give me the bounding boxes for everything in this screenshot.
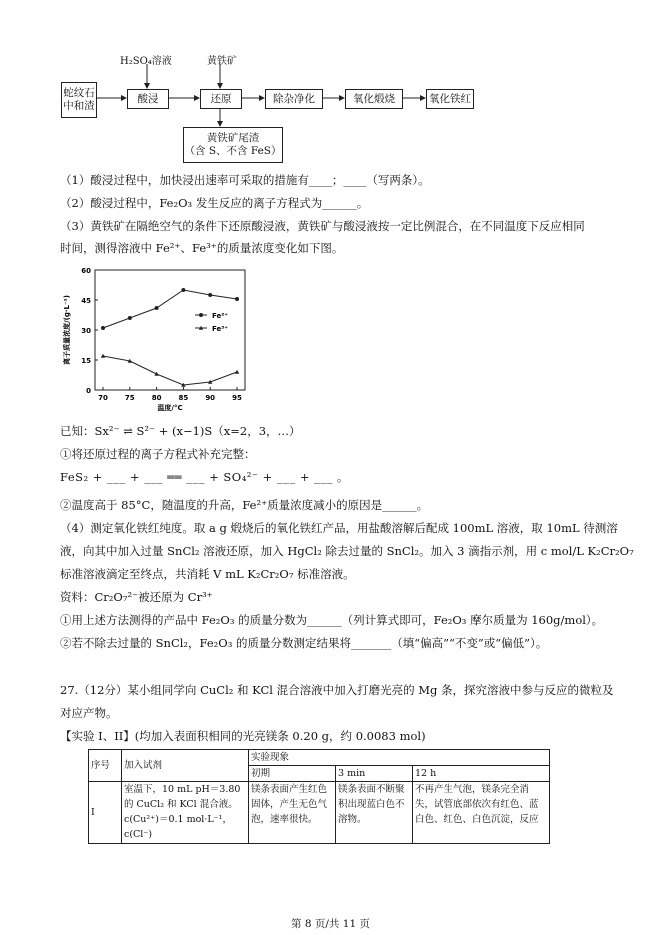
- table-row-3min: 镁条表面不断聚积出现蓝白色不溶物。: [336, 782, 413, 844]
- question-3-line1: （3）黄铁矿在隔绝空气的条件下还原酸浸液，黄铁矿与酸浸液按一定比例混合，在不同温度下反应相同: [60, 219, 585, 233]
- flow-step-calcine: 氧化煅烧: [345, 89, 403, 109]
- experiment-header: 【实验 I、II】(均加入表面积相同的光亮镁条 0.20 g，约 0.0083 mol): [60, 729, 426, 743]
- table-row-early: 镁条表面产生红色固体，产生无色气泡，速率很快。: [249, 782, 336, 844]
- data-point: [235, 297, 239, 301]
- legend-label: Fe²⁺: [212, 312, 229, 320]
- resource-note: 资料：Cr₂O₇²⁻被还原为 Cr³⁺: [60, 590, 213, 604]
- x-axis-label: 温度/°C: [157, 404, 183, 412]
- x-tick-label: 90: [205, 394, 216, 402]
- y-tick-label: 0: [86, 387, 91, 395]
- experiment-table: [88, 749, 550, 844]
- legend-marker: [199, 313, 203, 317]
- flow-input-acid: H₂SO₄溶液: [120, 56, 172, 67]
- flow-diagram: [0, 0, 661, 170]
- question-4-line1: （4）测定氧化铁红纯度。取 a g 煅烧后的氧化铁红产品，用盐酸溶解后配成 100mL 溶液，取 10mL 待测溶: [60, 521, 618, 535]
- y-axis-label: 离子质量浓度/(g·L⁻¹): [63, 295, 71, 365]
- question-1: （1）酸浸过程中，加快浸出速率可采取的措施有____；____（写两条）。: [60, 173, 430, 187]
- data-point: [181, 288, 185, 292]
- table-row-reagent: 室温下，10 mL pH＝3.80 的 CuCl₂ 和 KCl 混合液。c(Cu²⁺)＝0.1 mol·L⁻¹，c(Cl⁻): [122, 782, 249, 844]
- question-27-line2: 对应产物。: [60, 706, 118, 720]
- question-3-line2: 时间，测得溶液中 Fe²⁺、Fe³⁺的质量浓度变化如下图。: [60, 241, 344, 255]
- th-early: 初期: [249, 766, 336, 782]
- flow-step-reduce: 还原: [200, 89, 242, 109]
- flow-step-acid-leach: 酸浸: [127, 89, 169, 109]
- y-tick-label: 60: [81, 267, 91, 275]
- question-3-sub2: ②温度高于 85°C，随温度的升高，Fe²⁺质量浓度减小的原因是______。: [60, 498, 429, 512]
- y-tick-label: 15: [81, 357, 91, 365]
- data-point: [128, 316, 132, 320]
- x-tick-label: 95: [232, 394, 242, 402]
- table-row-12h: 不再产生气泡，镁条完全消失，试管底部依次有红色、蓝白色、红色、白色沉淀，反应: [413, 782, 550, 844]
- flow-start: 蛇纹石 中和渣: [61, 82, 97, 118]
- known-condition: 已知：Sx²⁻ ⇌ S²⁻ + (x−1)S（x=2，3，…）: [60, 424, 301, 438]
- y-tick-label: 30: [81, 327, 91, 335]
- y-tick-label: 45: [81, 297, 91, 305]
- table-row-no: I: [89, 782, 122, 844]
- data-point: [155, 306, 159, 310]
- page-footer: 第 8 页/共 11 页: [291, 918, 370, 930]
- th-reagent: 加入试剂: [122, 750, 249, 782]
- question-4-line3: 标准溶液滴定至终点，共消耗 V mL K₂Cr₂O₇ 标准溶液。: [60, 567, 355, 581]
- ionic-equation: FeS₂ + ___ + ___ ══ ___ + SO₄²⁻ + ___ + ___ 。: [60, 470, 350, 484]
- question-4-line2: 液，向其中加入过量 SnCl₂ 溶液还原，加入 HgCl₂ 除去过量的 SnCl₂。加入 3 滴指示剂，用 c mol/L K₂Cr₂O₇: [60, 544, 634, 558]
- legend-label: Fe³⁺: [212, 325, 229, 333]
- th-no: 序号: [89, 750, 122, 782]
- question-4-sub2: ②若不除去过量的 SnCl₂，Fe₂O₃ 的质量分数测定结果将_______（填“偏高”“不变”或“偏低”）。: [60, 636, 548, 650]
- data-point: [208, 293, 212, 297]
- th-3min: 3 min: [336, 766, 413, 782]
- question-2: （2）酸浸过程中，Fe₂O₃ 发生反应的离子方程式为______。: [60, 196, 369, 210]
- question-4-sub1: ①用上述方法测得的产品中 Fe₂O₃ 的质量分数为______（列计算式即可，Fe₂O₃ 摩尔质量为 160g/mol）。: [60, 613, 604, 627]
- th-12h: 12 h: [413, 766, 550, 782]
- flow-input-pyrite: 黄铁矿: [207, 56, 237, 67]
- data-point: [235, 370, 239, 374]
- series-line-1: [103, 290, 237, 328]
- data-point: [101, 326, 105, 330]
- flow-waste: 黄铁矿尾渣 （含 S、不含 FeS）: [183, 127, 283, 163]
- question-3-sub1: ①将还原过程的离子方程式补充完整：: [60, 447, 256, 461]
- th-phenomenon: 实验现象: [249, 750, 550, 766]
- flow-step-product: 氧化铁红: [426, 89, 474, 109]
- flow-arrows: [0, 0, 661, 170]
- concentration-chart: [55, 262, 255, 417]
- x-tick-label: 80: [151, 394, 162, 402]
- flow-step-purify: 除杂净化: [265, 89, 323, 109]
- x-tick-label: 75: [124, 394, 135, 402]
- x-tick-label: 70: [98, 394, 108, 402]
- series-line-2: [103, 356, 237, 385]
- question-27-line1: 27.（12分）某小组同学向 CuCl₂ 和 KCl 混合溶液中加入打磨光亮的 Mg 条，探究溶液中参与反应的微粒及: [60, 683, 614, 697]
- x-tick-label: 85: [178, 394, 189, 402]
